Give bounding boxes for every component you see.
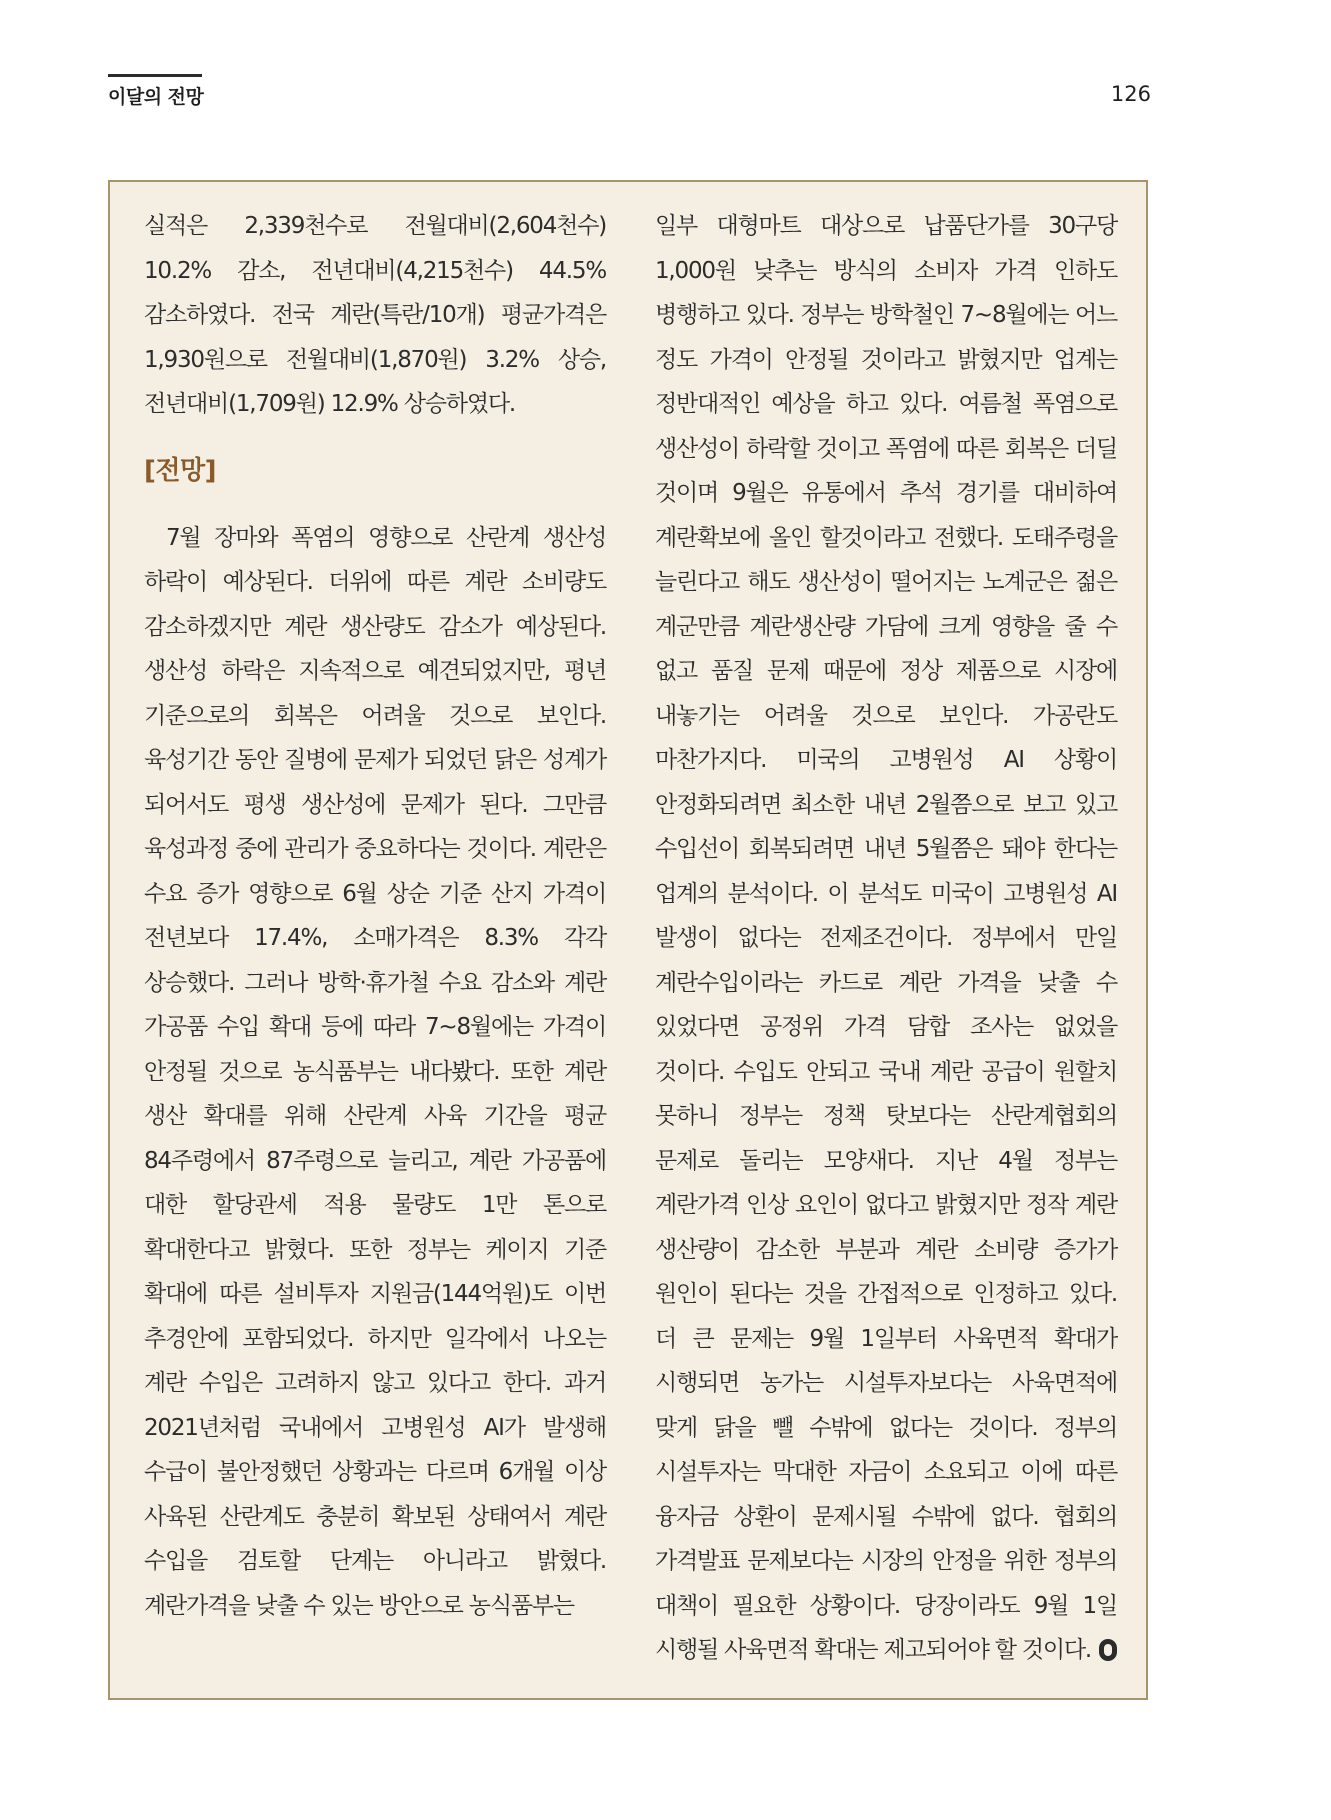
outlook-paragraph-left: 7월 장마와 폭염의 영향으로 산란계 생산성 하락이 예상된다. 더위에 따른 계란 소비량도 감소하겠지만 계란 생산량도 감소가 예상된다. 생산성 하락은 지속적으로 예견되었지만, 평년 기준으로의 회복은 어려울 것으로 보인다. 육성기간 동안 질병에 문제가 되었던 닭은 성계가 되어서도 평생 생산성에 문제가 된다. 그만큼 육성과정 중에 관리가 중요하다는 것이다. 계란은 수요 증가 영향으로 6월 상순 기준 산지 가격이 전년보다 17.4%, 소매가격은 8.3% 각각 상승했다. 그러나 방학·휴가철 수요 감소와 계란 가공품 수입 확대 등에 따라 7~8월에는 가격이 안정될 것으로 농식품부는 내다봤다. 또한 계란 생산 확대를 위해 산란계 사육 기간을 평균 84주령에서 87주령으로 늘리고, 계란 가공품에 대한 할당관세 적용 물량도 1만 톤으로 확대한다고 밝혔다. 또한 정부는 케이지 기준 확대에 따른 설비투자 지원금(144억원)도 이번 추경안에 포함되었다. 하지만 일각에서 나오는 계란 수입은 고려하지 않고 있다고 한다. 과거 2021년처럼 국내에서 고병원성 AI가 발생해 수급이 불안정했던 상황과는 다르며 6개월 이상 사육된 산란계도 충분히 확보된 상태여서 계란 수입을 검토할 단계는 아니라고 밝혔다. 계란가격을 낮출 수 있는 방안으로 농식품부는: [144, 524, 606, 1619]
left-column: [144, 204, 606, 1628]
end-mark-icon: [1099, 1639, 1117, 1661]
outlook-paragraph-right: [655, 204, 1117, 1673]
intro-paragraph: 실적은 2,339천수로 전월대비(2,604천수) 10.2% 감소, 전년대비(4,215천수) 44.5% 감소하였다. 전국 계란(특란/10개) 평균가격은 1,930원으로 전월대비(1,870원) 3.2% 상승, 전년대비(1,709원) 12.9% 상승하였다.: [144, 213, 606, 417]
article-box: [108, 180, 1148, 1700]
outlook-paragraph-right-text: 일부 대형마트 대상으로 납품단가를 30구당 1,000원 낮추는 방식의 소비자 가격 인하도 병행하고 있다. 정부는 방학철인 7~8월에는 어느 정도 가격이 안정될 것이라고 밝혔지만 업계는 정반대적인 예상을 하고 있다. 여름철 폭염으로 생산성이 하락할 것이고 폭염에 따른 회복은 더딜 것이며 9월은 유통에서 추석 경기를 대비하여 계란확보에 올인 할것이라고 전했다. 도태주령을 늘린다고 해도 생산성이 떨어지는 노계군은 젊은 계군만큼 계란생산량 가담에 크게 영향을 줄 수 없고 품질 문제 때문에 정상 제품으로 시장에 내놓기는 어려울 것으로 보인다. 가공란도 마찬가지다. 미국의 고병원성 AI 상황이 안정화되려면 최소한 내년 2월쯤으로 보고 있고 수입선이 회복되려면 내년 5월쯤은 돼야 한다는 업계의 분석이다. 이 분석도 미국이 고병원성 AI 발생이 없다는 전제조건이다. 정부에서 만일 계란수입이라는 카드로 계란 가격을 낮출 수 있었다면 공정위 가격 담합 조사는 없었을 것이다. 수입도 안되고 국내 계란 공급이 원할치 못하니 정부는 정책 탓보다는 산란계협회의 문제로 돌리는 모양새다. 지난 4월 정부는 계란가격 인상 요인이 없다고 밝혔지만 정작 계란 생산량이 감소한 부분과 계란 소비량 증가가 원인이 된다는 것을 간접적으로 인정하고 있다. 더 큰 문제는 9월 1일부터 사육면적 확대가 시행되면 농가는 시설투자보다는 사육면적에 맞게 닭을 뺄 수밖에 없다는 것이다. 정부의 시설투자는 막대한 자금이 소요되고 이에 따른 융자금 상환이 문제시될 수밖에 없다. 협회의 가격발표 문제보다는 시장의 안정을 위한 정부의 대책이 필요한 상황이다. 당장이라도 9월 1일 시행될 사육면적 확대는 제고되어야 할 것이다.: [655, 213, 1117, 1663]
section-label: 이달의 전망: [108, 86, 204, 108]
outlook-heading: [전망]: [144, 455, 216, 486]
page-number: 126: [1110, 82, 1151, 106]
right-column: [655, 204, 1117, 1673]
header-rule: [108, 74, 202, 77]
